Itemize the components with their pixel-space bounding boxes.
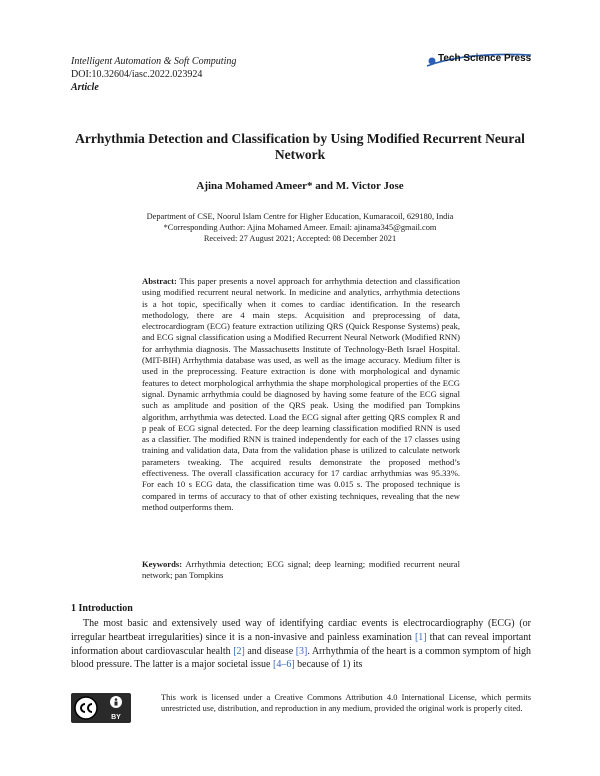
keywords-text: Arrhythmia detection; ECG signal; deep learning; modified recurrent neural network; pan Tompkins	[142, 559, 460, 581]
authors: Ajina Mohamed Ameer* and M. Victor Jose	[196, 180, 404, 192]
journal-name: Intelligent Automation & Soft Computing	[71, 56, 237, 67]
dates: Received: 27 August 2021; Accepted: 08 December 2021	[203, 234, 397, 243]
intro-text: . Arrhythmia of the heart is a common symptom of high blood pressure. The latter is a major societal issue	[71, 645, 531, 671]
publisher-name: Tech Science Press	[438, 53, 532, 64]
citation-link[interactable]: [2]	[233, 645, 245, 657]
intro-text: because of 1) its	[294, 659, 363, 671]
affiliation-block	[100, 211, 500, 244]
doi[interactable]: DOI:10.32604/iasc.2022.023924	[71, 69, 203, 80]
introduction-paragraph	[71, 617, 531, 673]
citation-link[interactable]: [1]	[414, 631, 427, 643]
cc-by-badge[interactable]	[71, 693, 131, 723]
intro-text: The most basic and extensively used way of identifying cardiac events is electrocardiography (ECG) (or irregular heartbeat irregularities) since it is a non-invasive and painless examination	[71, 618, 531, 643]
abstract-label: Abstract:	[142, 276, 177, 286]
paper-title: Arrhythmia Detection and Classification by Using Modified Recurrent Neural Network	[75, 131, 525, 162]
citation-link[interactable]: [4–6]	[272, 659, 295, 671]
badge-label: BY	[111, 714, 121, 721]
keywords	[142, 559, 460, 582]
creative-commons-icon	[71, 693, 131, 723]
abstract	[142, 276, 460, 513]
section-heading: 1 Introduction	[71, 603, 133, 614]
citation-link[interactable]: [3]	[295, 645, 308, 657]
abstract-text: This paper presents a novel approach for arrhythmia detection and classification using modified recurrent neural network. In medicine and analytics, arrhythmia detections is a hot topic, specifically when it comes to cardiac identification. In the research methodology, there are 4 main steps. Acquisition and preprocessing of data, electrocardiogram (ECG) feature extraction utilizing QRS (Quick Response Systems) peak, and ECG signal classification using a Modified Recurrent Neural Network (Modified RNN) for arrhythmia diagnosis. The Massachusetts Institute of Technology-Beth Israel Hospital. (MIT-BIH) Arrhythmia database was used, as well as the image accuracy. Medium filter is used in the preprocessing. Feature extraction is done with morphological and dynamic features to detect morphological arrhythmia the shape morphological properties of the ECG signal. Dynamic arrhythmia could be diagnosed by having some feature of the ECG signal such as amplitude and position of the QRS peak. Using the modified pan Tompkins algorithm, arrhythmia was detected. Load the ECG signal after getting QRS complex R and p peak of ECG signal detected. For the deep learning classification modified RNN is used as a classifier. The modified RNN is trained independently for each of the 17 classes using training and validation data, Data from the validation phase is utilized to calculate network parameters tweaking. The acquired results demonstrate the proposed method’s effectiveness. The overall classification accuracy for 17 cardiac arrhythmias was 95.33%. For each 10 s ECG data, the classification time was 0.015 s. The proposed technique is compared in terms of accuracy to that of other existing techniques, revealing that the new method outperforms them.	[142, 276, 461, 512]
corresponding-author: *Corresponding Author: Ajina Mohamed Ameer. Email: ajinama345@gmail.com	[163, 223, 437, 232]
keywords-label: Keywords:	[142, 559, 183, 569]
license-text: This work is licensed under a Creative Commons Attribution 4.0 International License, which permits unrestricted use, distribution, and reproduction in any medium, provided the original work is properly cited.	[161, 693, 531, 713]
affiliation: Department of CSE, Noorul Islam Centre for Higher Education, Kumaracoil, 629180, India	[146, 212, 454, 221]
intro-text: and disease	[244, 645, 296, 657]
intro-text: that can reveal important information about cardiovascular health	[71, 631, 531, 657]
article-type: Article	[71, 82, 99, 93]
publisher-logo	[424, 51, 534, 69]
